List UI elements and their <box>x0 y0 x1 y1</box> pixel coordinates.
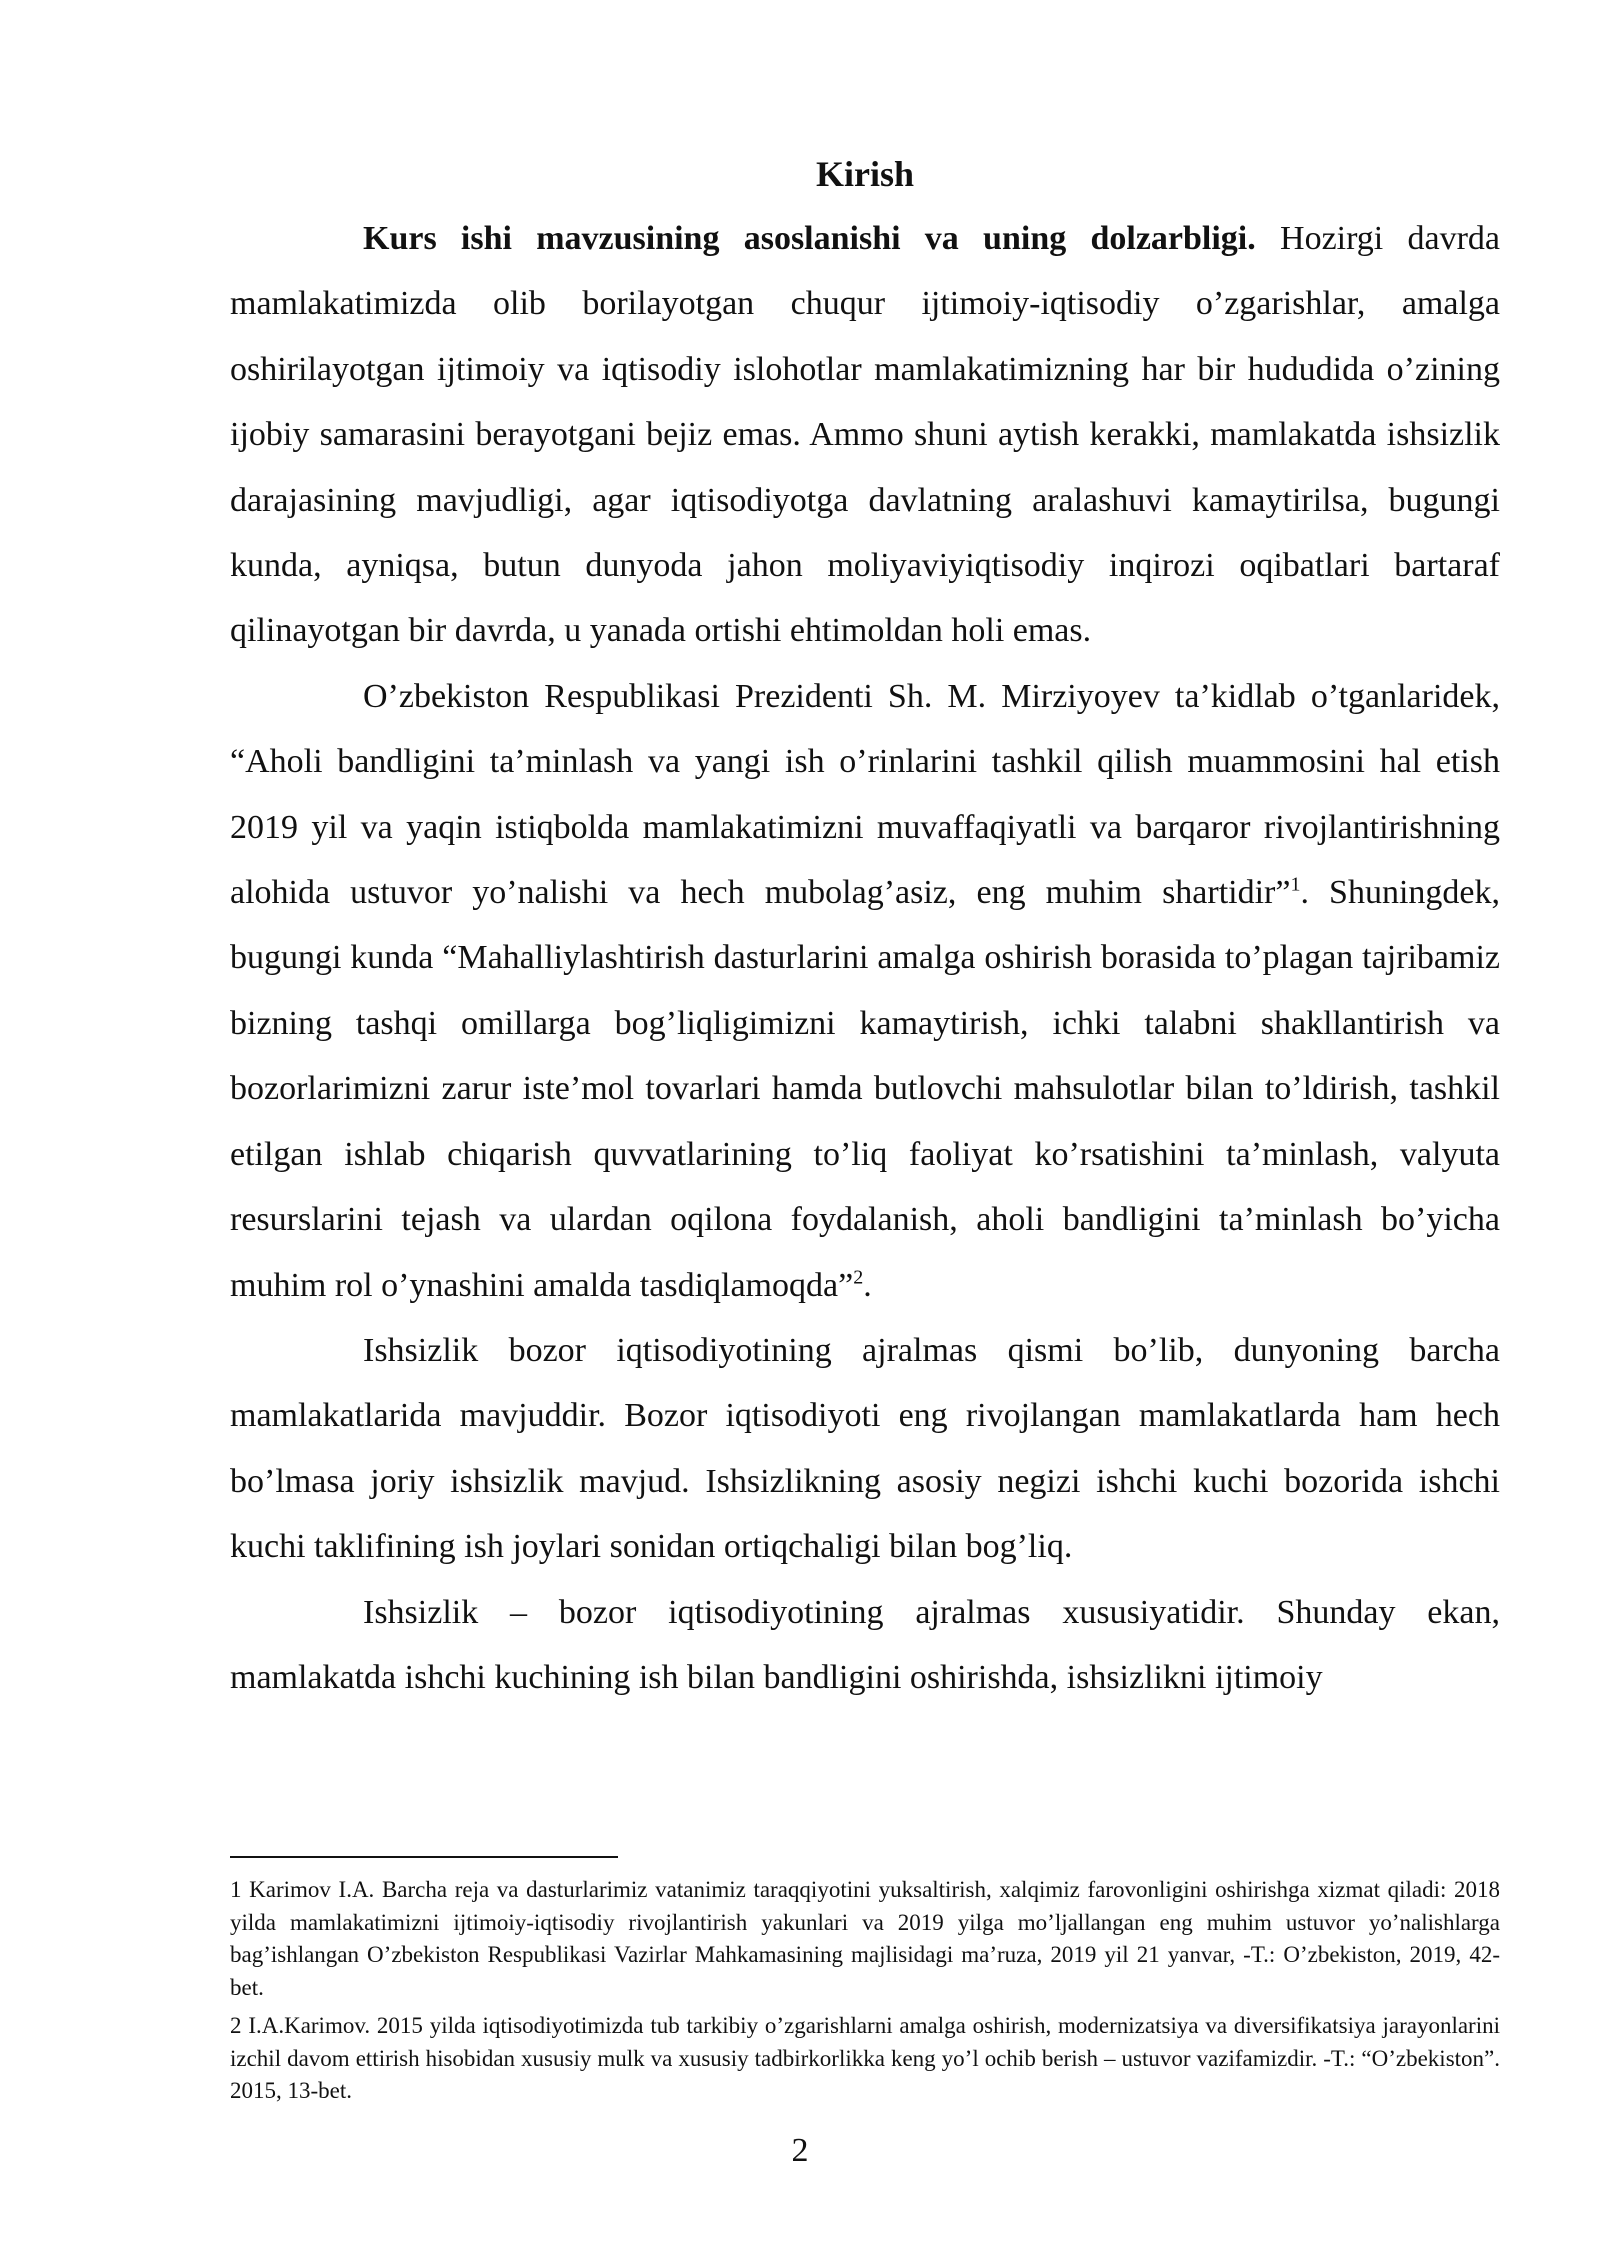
paragraph-text: . <box>863 1266 872 1304</box>
footnote-ref-2[interactable]: 2 <box>853 1266 864 1289</box>
footnotes <box>230 1874 1500 2114</box>
paragraph-text: . Shuningdek, bugungi kunda “Mahalliylashtirish dasturlarini amalga oshirish borasida to’plagan tajribamiz bizning tashqi omillarga bog’liqligimizni kamaytirish, ichki talabni shakllantirish va bozorlarimizni zarur iste’mol tovarlari hamda butlovchi mahsulotlar bilan to’ldirish, tashkil etilgan ishlab chiqarish quvvatlarining to’liq faoliyat ko’rsatishini ta’minlash, valyuta resurslarini tejash va ulardan oqilona foydalanish, aholi bandligini ta’minlash bo’yicha muhim rol o’ynashini amalda tasdiqlamoqda” <box>230 874 1500 1304</box>
paragraph-text: O’zbekiston Respublikasi Prezidenti Sh. M. Mirziyoyev ta’kidlab o’tganlaridek, “Aholi bandligini ta’minlash va yangi ish o’rinlarini tashkil qilish muammosini hal etish 2019 yil va yaqin istiqbolda mamlakatimizni muvaffaqiyatli va barqaror rivojlantirishning alohida ustuvor yo’nalishi va hech mubolag’asiz, eng muhim shartidir” <box>230 677 1500 912</box>
paragraph-text: Hozirgi davrda mamlakatimizda olib borilayotgan chuqur ijtimoiy-iqtisodiy o’zgarishlar, amalga oshirilayotgan ijtimoiy va iqtisodiy islohotlar mamlakatimizning har bir hududida o’zining ijobiy samarasini berayotgani bejiz emas. Ammo shuni aytish kerakki, mamlakatda ishsizlik darajasining mavjudligi, agar iqtisodiyotga davlatning aralashuvi kamaytirilsa, bugungi kunda, ayniqsa, butun dunyoda jahon moliyaviyiqtisodiy inqirozi oqibatlari bartaraf qilinayotgan bir davrda, u yanada ortishi ehtimoldan holi emas. <box>230 220 1501 650</box>
footnote-ref-1[interactable]: 1 <box>1290 873 1301 896</box>
footnote-separator <box>230 1856 618 1858</box>
paragraph-unemployment: Ishsizlik bozor iqtisodiyotining ajralmas qismi bo’lib, dunyoning barcha mamlakatlarida mavjuddir. Bozor iqtisodiyoti eng rivojlangan mamlakatlarda ham hech bo’lmasa joriy ishsizlik mavjud. Ishsizlikning asosiy negizi ishchi kuchi bozorida ishchi kuchi taklifining ish joylari sonidan ortiqchaligi bilan bog’liq. <box>230 1331 1500 1566</box>
page-number: 2 <box>791 2132 809 2169</box>
main-text <box>230 148 1500 1710</box>
paragraph-unemployment-feature: Ishsizlik – bozor iqtisodiyotining ajralmas xususiyatidir. Shunday ekan, mamlakatda ishchi kuchining ish bilan bandligini oshirishda, ishsizlikni ijtimoiy <box>230 1593 1500 1696</box>
footnote-1: 1 Karimov I.A. Barcha reja va dasturlarimiz vatanimiz taraqqiyotini yuksaltirish, xalqimiz farovonligini oshirishga xizmat qiladi: 2018 yilda mamlakatimizni ijtimoiy-iqtisodiy rivojlantirish yakunlari va 2019 yilga mo’ljallangan eng muhim ustuvor yo’nalishlarga bag’ishlangan O’zbekiston Respublikasi Vazirlar Mahkamasining majlisidagi ma’ruza, 2019 yil 21 yanvar, -T.: O’zbekiston, 2019, 42-bet. <box>230 1877 1500 2000</box>
paragraph-lead-heading: Kurs ishi mavzusining asoslanishi va uning dolzarbligi. <box>363 220 1256 257</box>
paragraph-relevance <box>230 206 1500 664</box>
paragraph-president-quote <box>230 664 1500 1318</box>
page-title: Kirish <box>815 154 914 194</box>
footnote-2: 2 I.A.Karimov. 2015 yilda iqtisodiyotimizda tub tarkibiy o’zgarishlarni amalga oshirish, modernizatsiya va diversifikatsiya jarayonlarini izchil davom ettirish hisobidan xususiy mulk va xususiy tadbirkorlikka keng yo’l ochib berish – ustuvor vazifamizdir. -T.: “O’zbekiston”. 2015, 13-bet. <box>230 2013 1500 2103</box>
